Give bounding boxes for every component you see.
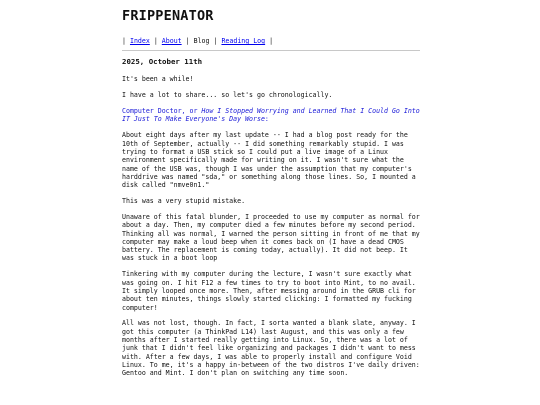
post-date: 2025, October 11th — [122, 57, 203, 66]
subtitle-lead: Computer Doctor, or — [122, 106, 202, 115]
nav-bar — [122, 37, 420, 51]
nav-link-about[interactable]: About — [161, 37, 182, 45]
post-paragraph: All was not lost, though. In fact, I sorta wanted a blank slate, anyway. I got this computer (a ThinkPad L14) last August, and this was only a few months after I started really getting into Linux. So, there was a lot of junk that I didn't feel like organizing and packages I didn't want to mess with. After a few days, I was able to properly install and configure Void Linux. To me, it's a happy in-between of the two distros I've daily driven: Gentoo and Mint. I don't plan on switching any time soon. — [122, 319, 420, 378]
nav-separator: | — [185, 37, 190, 45]
page-container — [122, 0, 420, 377]
nav-current-blog: Blog — [193, 37, 210, 45]
nav-link-reading-log[interactable]: Reading Log — [221, 37, 266, 45]
post-paragraph: About eight days after my last update -- I had a blog post ready for the 10th of September, actually -- I did something remarkably stupid. I was trying to format a USB stick so I could put a live image of a Linux environment specifically made for writing on it. I wasn't sure what the name of the USB was, though I was under the assumption that my computer's harddrive was named "sda," or something along those lines. So, I mounted a disk called "nmve0n1." — [122, 131, 416, 190]
post-paragraph: I have a lot to share... so let's go chronologically. — [122, 90, 333, 99]
site-title: FRIPPENATOR — [122, 8, 214, 24]
subtitle-title: How I Stopped Worrying and Learned That I Could Go Into IT Just To Make Everyone's Day Worse — [122, 106, 420, 124]
post-paragraph: Unaware of this fatal blunder, I proceeded to use my computer as normal for about a day. Then, my computer died a few minutes before my second period. Thinking all was normal, I warned the person sitting in front of me that my computer may make a loud beep when it comes back on (I have a dead CMOS battery. The replacement is coming today, actually). It did not beep. It was stuck in a boot loop — [122, 212, 420, 263]
post-paragraph: Tinkering with my computer during the lecture, I wasn't sure exactly what was going on. I hit F12 a few times to try to boot into Mint, to no avail. It simply looped once more. Then, after messing around in the GRUB cli for about ten minutes, things slowly started clicking: I formatted my fucking computer! — [122, 270, 416, 312]
nav-separator: | — [122, 37, 126, 45]
post-paragraph: This was a very stupid mistake. — [122, 197, 246, 206]
post-paragraph: It's been a while! — [122, 75, 194, 83]
nav-separator: | — [153, 37, 158, 45]
nav-separator: | — [213, 37, 218, 45]
nav-separator: | — [269, 37, 274, 45]
subtitle-colon: : — [264, 115, 269, 124]
section-subtitle — [122, 107, 420, 124]
nav-link-index[interactable]: Index — [129, 37, 150, 45]
